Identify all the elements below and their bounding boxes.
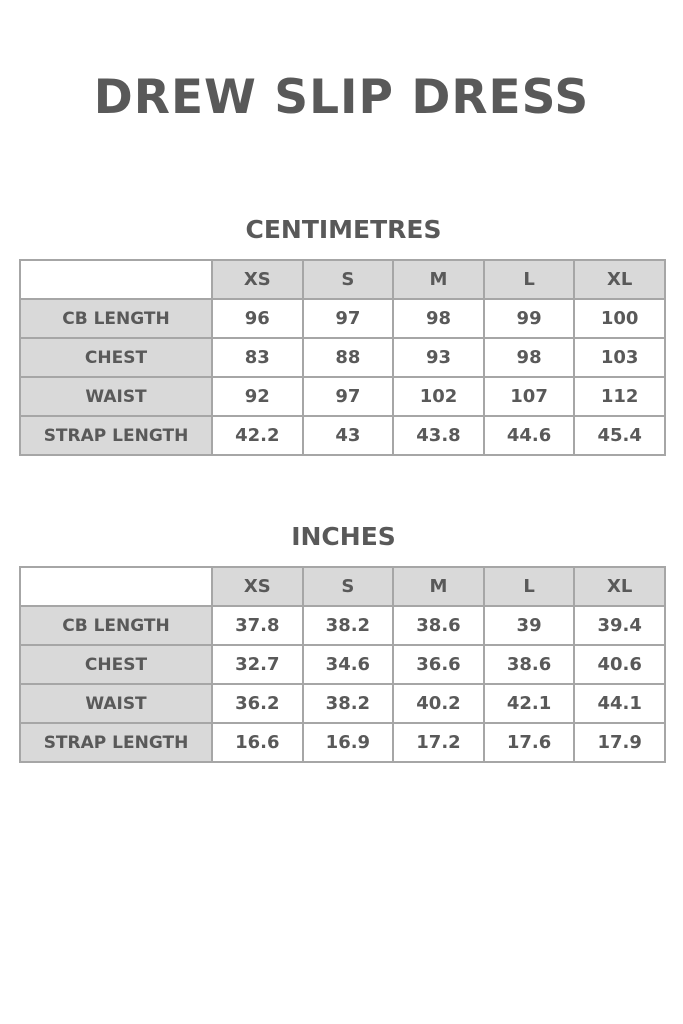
table-cell: 44.6 [484,416,575,455]
inches-heading: INCHES [291,522,396,551]
table-cell: 17.2 [393,723,484,762]
row-label-chest: CHEST [20,645,212,684]
row-label-chest: CHEST [20,338,212,377]
table-cell: 93 [393,338,484,377]
table-cell: 16.9 [303,723,394,762]
table-row [20,338,665,377]
table-cell: 112 [574,377,665,416]
table-cell: 38.6 [393,606,484,645]
table-cell: 98 [484,338,575,377]
size-header-row [20,260,665,299]
row-label-cb-length: CB LENGTH [20,606,212,645]
table-cell: 17.6 [484,723,575,762]
size-header-s: S [303,567,394,606]
table-cell: 83 [212,338,303,377]
size-header-m: M [393,260,484,299]
table-cell: 103 [574,338,665,377]
inches-size-table [19,566,666,763]
table-cell: 43 [303,416,394,455]
table-cell: 42.2 [212,416,303,455]
centimetres-size-table [19,259,666,456]
table-cell: 39.4 [574,606,665,645]
row-label-waist: WAIST [20,377,212,416]
table-row [20,416,665,455]
table-cell: 45.4 [574,416,665,455]
table-cell: 38.2 [303,606,394,645]
table-cell: 16.6 [212,723,303,762]
size-header-row [20,567,665,606]
size-header-xs: XS [212,260,303,299]
table-cell: 92 [212,377,303,416]
table-cell: 36.6 [393,645,484,684]
table-cell: 32.7 [212,645,303,684]
table-cell: 102 [393,377,484,416]
size-header-l: L [484,260,575,299]
size-header-s: S [303,260,394,299]
size-header-l: L [484,567,575,606]
table-cell: 34.6 [303,645,394,684]
table-cell: 40.2 [393,684,484,723]
table-row [20,645,665,684]
table-cell: 43.8 [393,416,484,455]
table-cell: 97 [303,377,394,416]
table-cell: 88 [303,338,394,377]
table-cell: 96 [212,299,303,338]
size-header-xs: XS [212,567,303,606]
corner-cell [20,567,212,606]
page-title: DREW SLIP DRESS [93,70,590,125]
row-label-cb-length: CB LENGTH [20,299,212,338]
table-cell: 36.2 [212,684,303,723]
table-cell: 100 [574,299,665,338]
corner-cell [20,260,212,299]
table-row [20,684,665,723]
table-cell: 97 [303,299,394,338]
row-label-strap-length: STRAP LENGTH [20,416,212,455]
table-cell: 39 [484,606,575,645]
table-cell: 38.6 [484,645,575,684]
table-cell: 38.2 [303,684,394,723]
centimetres-heading: CENTIMETRES [245,215,442,244]
size-header-xl: XL [574,260,665,299]
row-label-strap-length: STRAP LENGTH [20,723,212,762]
table-cell: 107 [484,377,575,416]
size-header-m: M [393,567,484,606]
table-row [20,606,665,645]
table-cell: 37.8 [212,606,303,645]
table-cell: 98 [393,299,484,338]
table-cell: 99 [484,299,575,338]
size-header-xl: XL [574,567,665,606]
table-cell: 17.9 [574,723,665,762]
table-cell: 42.1 [484,684,575,723]
table-row [20,377,665,416]
table-row [20,299,665,338]
row-label-waist: WAIST [20,684,212,723]
table-row [20,723,665,762]
table-cell: 40.6 [574,645,665,684]
table-cell: 44.1 [574,684,665,723]
